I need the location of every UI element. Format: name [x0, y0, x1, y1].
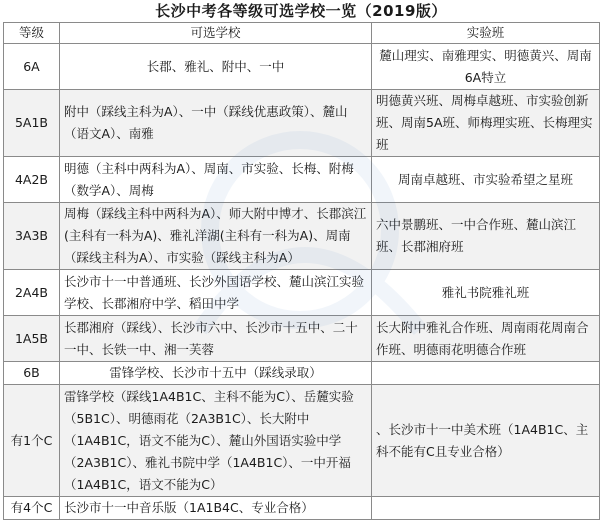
- table-row: [4, 270, 600, 316]
- schools-cell: 长沙市十一中音乐版（1A1B4C、专业合格）: [60, 497, 372, 520]
- schools-cell: 长沙市十一中普通班、长沙外国语学校、麓山滨江实验学校、长郡湘府中学、稻田中学: [60, 270, 372, 316]
- level-cell: 2A4B: [4, 270, 60, 316]
- table-row: [4, 497, 600, 520]
- experimental-cell: 麓山理实、南雅理实、明德黄兴、周南6A特立: [372, 44, 600, 90]
- experimental-cell: 雅礼书院雅礼班: [372, 270, 600, 316]
- schools-cell: 雷锋学校、长沙市十五中（踩线录取）: [60, 362, 372, 385]
- header-experimental: 实验班: [372, 23, 600, 44]
- table-row: [4, 90, 600, 157]
- schools-cell: 附中（踩线主科为A）、一中（踩线优惠政策）、麓山（语文A）、南雅: [60, 90, 372, 157]
- schools-table: [3, 22, 600, 520]
- table-row: [4, 362, 600, 385]
- header-level: 等级: [4, 23, 60, 44]
- table-row: [4, 157, 600, 203]
- schools-cell: 雷锋学校（踩线1A4B1C、主科不能为C）、岳麓实验（5B1C）、明德雨花（2A3B1C）、长大附中（1A4B1C，语文不能为C）、麓山外国语实验中学（2A3B1C）、雅礼书院中学（1A4B1C）、一中开福（1A4B1C，语文不能为C）: [60, 385, 372, 497]
- table-header-row: [4, 23, 600, 44]
- level-cell: 4A2B: [4, 157, 60, 203]
- schools-cell: 周梅（踩线主科中两科为A）、师大附中博才、长郡滨江(主科有一科为A)、雅礼洋湖(主科有一科为A)、周南（踩线主科为A）、市实验（踩线主科为A）: [60, 203, 372, 270]
- level-cell: 有4个C: [4, 497, 60, 520]
- schools-cell: 明德（主科中两科为A）、周南、市实验、长梅、附梅（数学A）、周梅: [60, 157, 372, 203]
- level-cell: 6A: [4, 44, 60, 90]
- experimental-cell: [372, 497, 600, 520]
- experimental-cell: 、长沙市十一中美术班（1A4B1C、主科不能有C且专业合格）: [372, 385, 600, 497]
- table-row: [4, 203, 600, 270]
- schools-cell: 长郡湘府（踩线）、长沙市六中、长沙市十五中、二十一中、长铁一中、湘一芙蓉: [60, 316, 372, 362]
- experimental-cell: 周南卓越班、市实验希望之星班: [372, 157, 600, 203]
- experimental-cell: 明德黄兴班、周梅卓越班、市实验创新班、周南5A班、师梅理实班、长梅理实班: [372, 90, 600, 157]
- table-row: [4, 44, 600, 90]
- schools-cell: 长郡、雅礼、附中、一中: [60, 44, 372, 90]
- table-row: [4, 385, 600, 497]
- experimental-cell: 六中景鹏班、一中合作班、麓山滨江班、长郡湘府班: [372, 203, 600, 270]
- level-cell: 1A5B: [4, 316, 60, 362]
- table-row: [4, 316, 600, 362]
- level-cell: 有1个C: [4, 385, 60, 497]
- experimental-cell: 长大附中雅礼合作班、周南雨花周南合作班、明德雨花明德合作班: [372, 316, 600, 362]
- level-cell: 5A1B: [4, 90, 60, 157]
- header-schools: 可选学校: [60, 23, 372, 44]
- level-cell: 6B: [4, 362, 60, 385]
- experimental-cell: [372, 362, 600, 385]
- level-cell: 3A3B: [4, 203, 60, 270]
- document-title: 长沙中考各等级可选学校一览（2019版）: [155, 2, 447, 20]
